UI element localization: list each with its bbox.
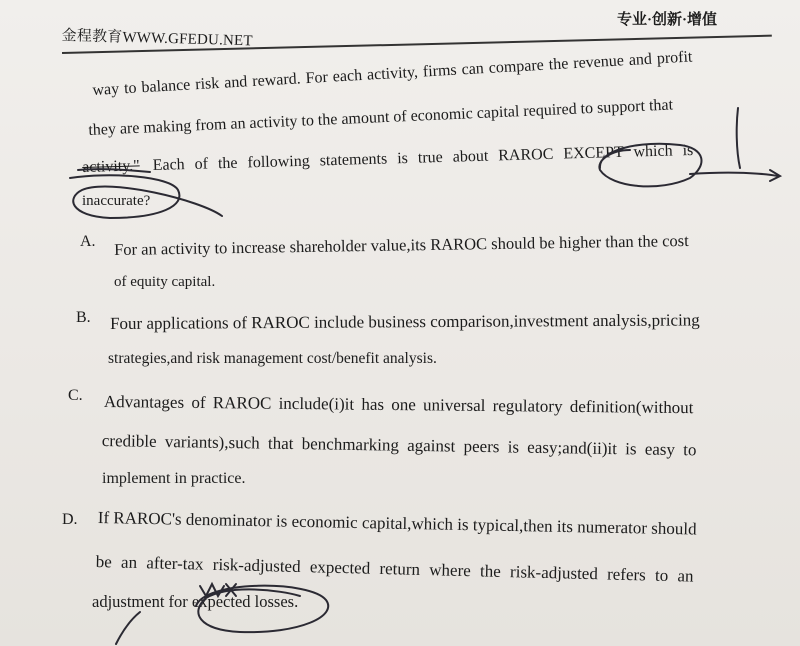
intro-line-3	[82, 142, 694, 177]
option-d-line-1: If RAROC's denominator is economic capital,which is typical,then its numerator should	[97, 508, 697, 539]
except-arrow-head-mark	[770, 170, 780, 181]
option-a-letter: A.	[80, 233, 96, 250]
margin-tick-mark	[737, 108, 740, 168]
header-slogan: 专业·创新·增值	[617, 12, 718, 28]
struck-text: activity."	[82, 157, 140, 176]
option-c-line-2: credible variants),such that benchmarking against peers is easy;and(ii)it is easy to	[101, 431, 697, 460]
option-c-letter: C.	[68, 387, 83, 404]
question-stem: Each of the following statements is true about RAROC EXCEPT which is	[152, 141, 694, 175]
intro-line-4: inaccurate?	[82, 193, 151, 209]
option-d-line-2: be an after-tax risk-adjusted expected return where the risk-adjusted refers to an	[95, 552, 694, 586]
option-b-letter: B.	[76, 309, 91, 326]
option-d-line-3: adjustment for expected losses.	[92, 592, 299, 611]
intro-line-1: way to balance risk and reward. For each activity, firms can compare the revenue and profit	[92, 48, 693, 99]
option-a-line-1: For an activity to increase shareholder value,its RAROC should be higher than the cost	[114, 230, 689, 259]
option-b-line-1: Four applications of RAROC include business comparison,investment analysis,pricing	[110, 310, 700, 333]
intro-line-2: they are making from an activity to the amount of economic capital required to support that	[88, 96, 674, 139]
option-c-line-3: implement in practice.	[102, 470, 246, 487]
option-b-line-2: strategies,and risk management cost/benefit analysis.	[108, 350, 437, 367]
option-a-line-2: of equity capital.	[114, 274, 216, 290]
publisher-header: 金程教育WWW.GFEDU.NET	[61, 27, 253, 50]
option-c-line-1: Advantages of RAROC include(i)it has one universal regulatory definition(without	[103, 392, 694, 418]
except-arrow-mark	[690, 173, 778, 176]
option-d-letter: D.	[62, 511, 78, 528]
pen-stroke-mark	[116, 612, 140, 644]
